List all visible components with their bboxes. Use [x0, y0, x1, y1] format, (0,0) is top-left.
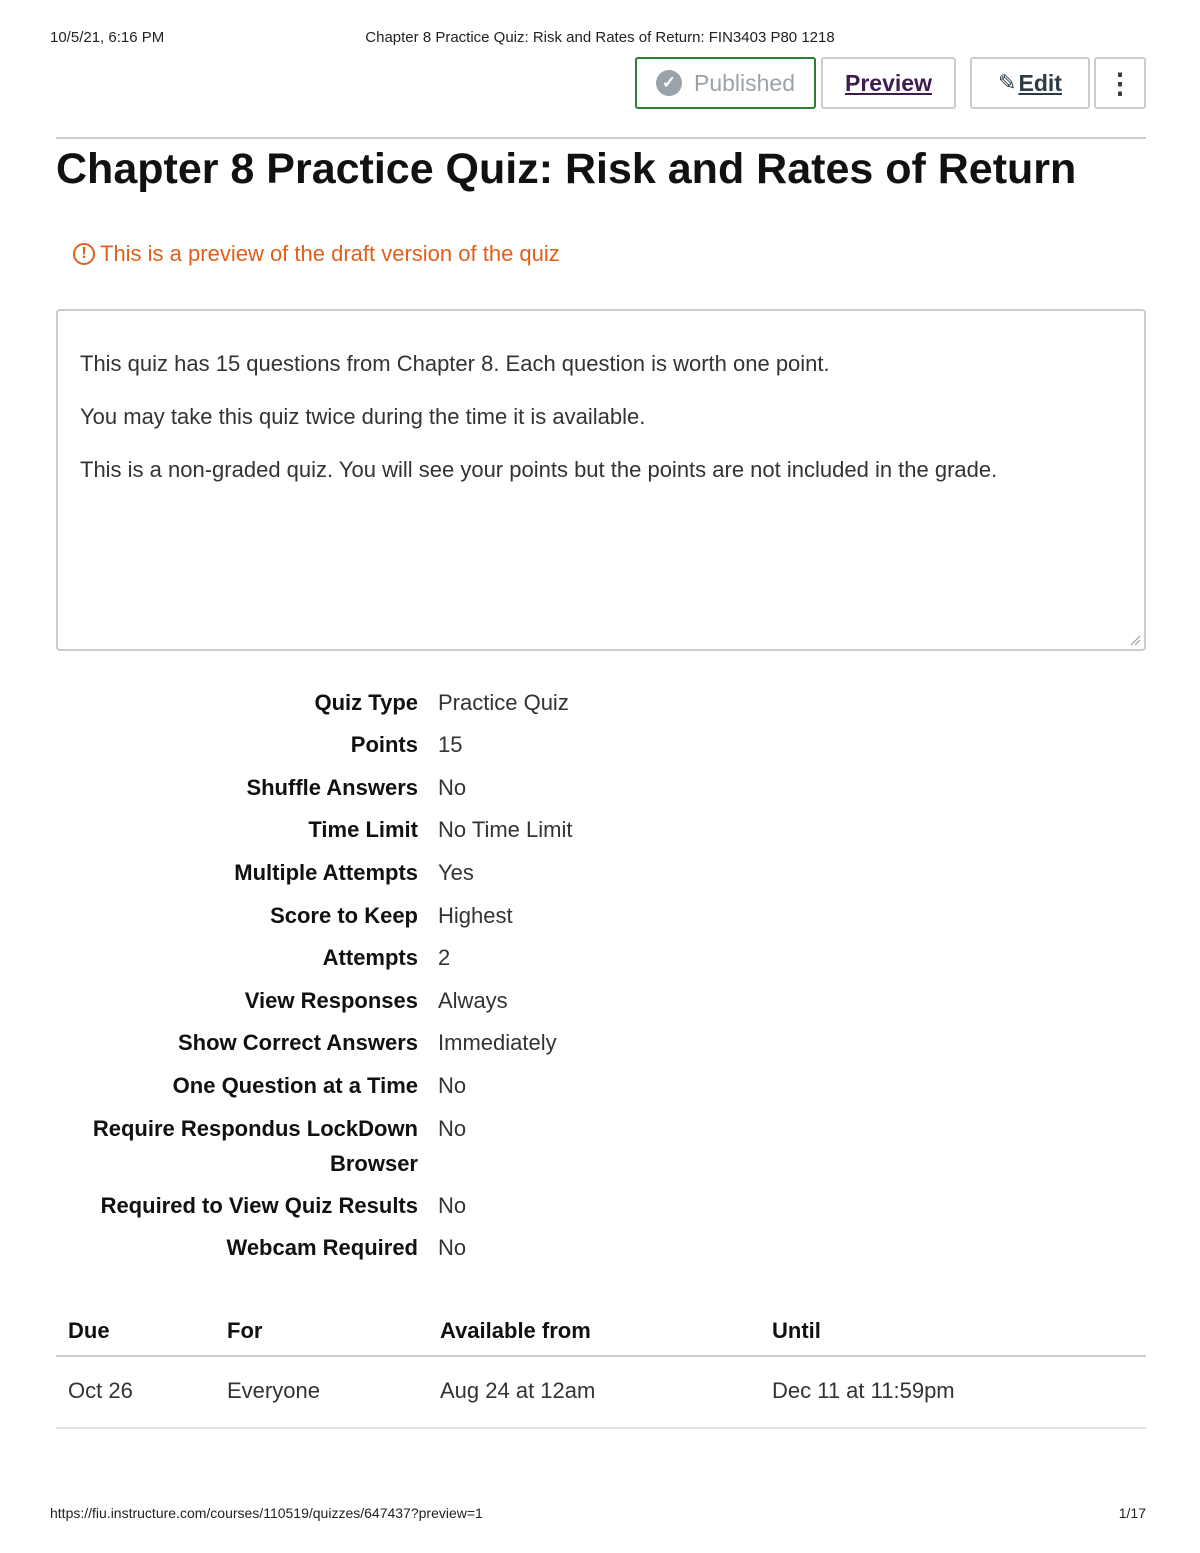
detail-value: No	[438, 1116, 467, 1141]
detail-value: No Time Limit	[438, 817, 573, 842]
edit-button[interactable]	[970, 57, 1090, 109]
detail-label: Required to View Quiz Results	[100, 1193, 418, 1218]
detail-value: Always	[438, 988, 508, 1013]
detail-label: Points	[350, 732, 418, 757]
preview-button[interactable]	[821, 57, 956, 109]
detail-label: Require Respondus LockDown Browser	[92, 1116, 418, 1176]
due-date-cell: Oct 26	[68, 1378, 133, 1403]
detail-value: No	[438, 775, 467, 800]
check-circle-icon: ✓	[656, 70, 682, 96]
header-divider	[56, 137, 1146, 139]
column-header-until: Until	[772, 1318, 821, 1343]
column-header-for: For	[227, 1318, 263, 1343]
print-page-number: 1/17	[1118, 1505, 1146, 1521]
detail-label: View Responses	[244, 988, 418, 1013]
detail-value: No	[438, 1073, 467, 1098]
column-header-available-from: Available from	[440, 1318, 591, 1343]
detail-label: Shuffle Answers	[246, 775, 418, 800]
detail-label: Score to Keep	[270, 903, 418, 928]
detail-value: No	[438, 1235, 467, 1260]
until-cell: Dec 11 at 11:59pm	[772, 1378, 955, 1403]
detail-value: Immediately	[438, 1030, 557, 1055]
print-page-title: Chapter 8 Practice Quiz: Risk and Rates of Return: FIN3403 P80 1218	[365, 29, 835, 46]
description-paragraph: You may take this quiz twice during the time it is available.	[80, 404, 646, 429]
pencil-icon: ✎	[998, 70, 1017, 95]
available-from-cell: Aug 24 at 12am	[440, 1378, 596, 1403]
column-header-due: Due	[68, 1318, 110, 1343]
draft-warning-text: This is a preview of the draft version of the quiz	[100, 241, 560, 266]
table-row	[56, 1357, 1146, 1427]
print-footer	[50, 1505, 1146, 1521]
detail-label: Time Limit	[308, 817, 418, 842]
resize-grip-icon[interactable]	[1129, 634, 1141, 646]
detail-label: One Question at a Time	[172, 1073, 418, 1098]
detail-value: Practice Quiz	[438, 690, 569, 715]
detail-label: Attempts	[322, 945, 418, 970]
detail-label: Quiz Type	[314, 690, 418, 715]
quiz-description	[56, 309, 1146, 651]
edit-label: Edit	[1018, 69, 1062, 96]
detail-value: Highest	[438, 903, 513, 928]
print-header	[50, 29, 1150, 49]
availability-table	[56, 1310, 1146, 1429]
draft-warning	[73, 241, 560, 267]
kebab-menu-icon: ⋮	[1106, 67, 1134, 99]
detail-value: 2	[438, 945, 451, 970]
page-title: Chapter 8 Practice Quiz: Risk and Rates of Return	[56, 145, 1077, 193]
description-paragraph: This quiz has 15 questions from Chapter 8. Each question is worth one point.	[80, 351, 830, 376]
detail-value: Yes	[438, 860, 474, 885]
detail-value: 15	[438, 732, 463, 757]
preview-label: Preview	[845, 69, 932, 96]
published-button[interactable]	[635, 57, 816, 109]
table-row-divider	[56, 1427, 1146, 1429]
assigned-to-cell: Everyone	[227, 1378, 320, 1403]
print-datetime: 10/5/21, 6:16 PM	[50, 29, 165, 46]
detail-label: Show Correct Answers	[177, 1030, 418, 1055]
table-header-row	[56, 1310, 1146, 1355]
description-paragraph: This is a non-graded quiz. You will see your points but the points are not included in the grade.	[80, 457, 998, 482]
detail-value: No	[438, 1193, 467, 1218]
warning-icon: !	[73, 243, 95, 265]
detail-label: Webcam Required	[226, 1235, 418, 1260]
published-label: Published	[693, 69, 796, 96]
more-options-button[interactable]	[1094, 57, 1146, 109]
print-url: https://fiu.instructure.com/courses/110519/quizzes/647437?preview=1	[50, 1505, 483, 1521]
detail-label: Multiple Attempts	[234, 860, 418, 885]
